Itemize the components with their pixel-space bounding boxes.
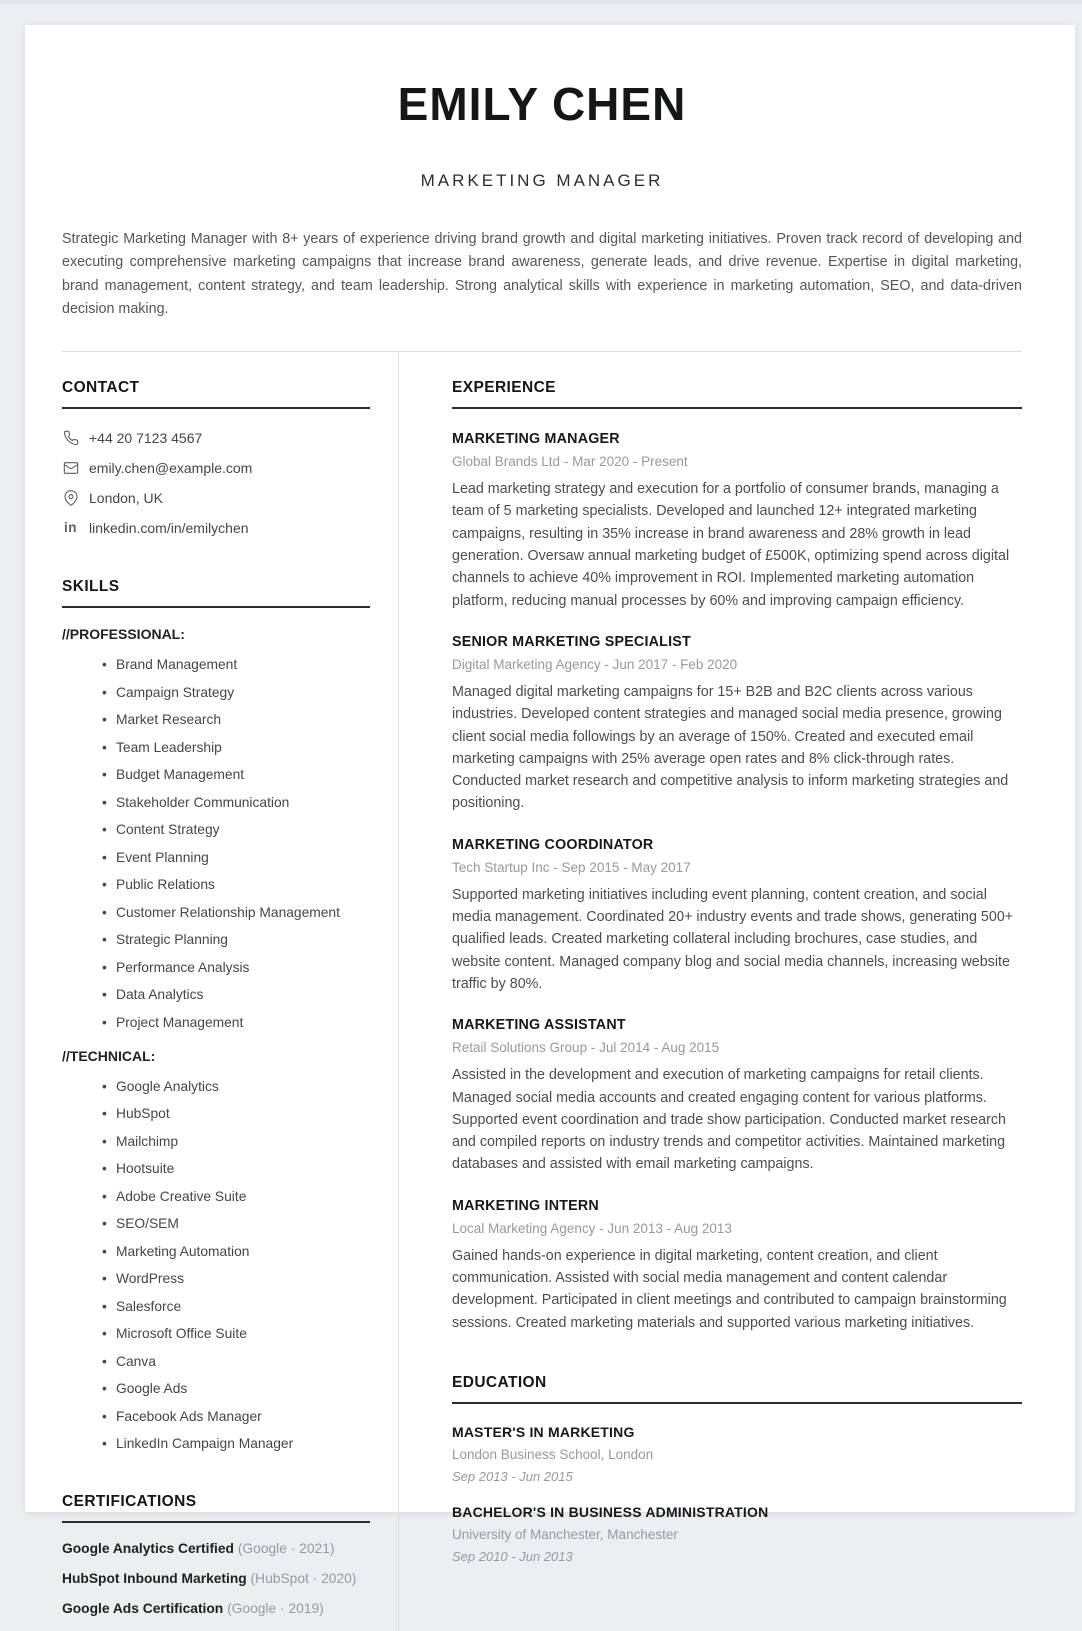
- candidate-name: EMILY CHEN: [397, 78, 687, 130]
- skill-item: • Content Strategy: [102, 822, 370, 837]
- skill-item: • Budget Management: [102, 767, 370, 782]
- skills-professional-label: //PROFESSIONAL:: [62, 626, 185, 643]
- contact-email-text: emily.chen@example.com: [89, 459, 253, 476]
- skill-item: • Marketing Automation: [102, 1244, 370, 1259]
- skill-item: • Market Research: [102, 712, 370, 727]
- certification-item: [62, 1601, 370, 1616]
- experience-entry: [452, 431, 1022, 612]
- contact-list: [62, 429, 370, 536]
- email-icon: [62, 459, 79, 476]
- skills-heading: SKILLS: [62, 578, 370, 608]
- job-role: MARKETING INTERN: [452, 1197, 599, 1214]
- experience-entry: [452, 1198, 1022, 1334]
- job-role: MARKETING MANAGER: [452, 431, 620, 448]
- job-description: Assisted in the development and execution of marketing campaigns for retail clients. Managed social media accounts and created engaging content for various platforms. Supported event coordination and trade show participation. Conducted market research and compiled reports on industry trends and competitor activities. Maintained marketing databases and assisted with email marketing campaigns.: [452, 1067, 1006, 1173]
- contact-item-location: [62, 489, 370, 506]
- education-school: University of Manchester, Manchester: [452, 1526, 678, 1542]
- skill-item: • LinkedIn Campaign Manager: [102, 1436, 370, 1451]
- education-school: London Business School, London: [452, 1446, 654, 1462]
- job-role: SENIOR MARKETING SPECIALIST: [452, 633, 691, 650]
- contact-linkedin-text: linkedin.com/in/emilychen: [89, 519, 249, 536]
- skill-item: • SEO/SEM: [102, 1216, 370, 1231]
- skill-item: • Microsoft Office Suite: [102, 1326, 370, 1341]
- skill-item: • Canva: [102, 1354, 370, 1369]
- education-heading: EDUCATION: [452, 1374, 1022, 1404]
- education-entry: [452, 1504, 1022, 1564]
- job-company-dates: Global Brands Ltd - Mar 2020 - Present: [452, 454, 688, 470]
- certification-name: Google Ads Certification: [62, 1601, 224, 1617]
- job-description: Supported marketing initiatives including event planning, content creation, and social media management. Coordinated 20+ industry events and trade shows, generating 500+ qualified leads. Created marketing collateral including brochures, case studies, and website content. Managed company blog and social media channels, increasing website traffic by 80%.: [452, 886, 1014, 992]
- skill-item: • Stakeholder Communication: [102, 795, 370, 810]
- certification-detail: (HubSpot · 2020): [250, 1571, 357, 1587]
- certifications-list: [62, 1541, 370, 1616]
- skill-item: • Facebook Ads Manager: [102, 1409, 370, 1424]
- experience-heading: EXPERIENCE: [452, 379, 1022, 409]
- education-dates: Sep 2013 - Jun 2015: [452, 1468, 573, 1484]
- skill-item: • Event Planning: [102, 850, 370, 865]
- education-entry: [452, 1424, 1022, 1484]
- certifications-heading: CERTIFICATIONS: [62, 1493, 370, 1523]
- job-description: Managed digital marketing campaigns for 15+ B2B and B2C clients across various industries. Developed content strategies and managed social media presence, growing client social media followings by an average of 150%. Created and executed email marketing campaigns with 25% average open rates and 8% click-through rates. Conducted market research and competitive analysis to inform marketing strategies and positioning.: [452, 683, 1009, 812]
- job-company-dates: Retail Solutions Group - Jul 2014 - Aug 2015: [452, 1040, 720, 1056]
- contact-item-linkedin: [62, 519, 370, 536]
- skills-professional-list: [62, 657, 370, 1030]
- job-role: MARKETING COORDINATOR: [452, 836, 654, 853]
- skill-item: • Data Analytics: [102, 987, 370, 1002]
- job-description: Gained hands-on experience in digital marketing, content creation, and client communication. Assisted with social media management and content calendar development. Participated in client meetings and contributed to campaign brainstorming sessions. Created marketing materials and supported various marketing initiatives.: [452, 1247, 1007, 1331]
- skill-item: • Salesforce: [102, 1299, 370, 1314]
- certification-detail: (Google · 2019): [227, 1601, 324, 1617]
- resume-body: [62, 352, 1022, 1631]
- professional-summary: Strategic Marketing Manager with 8+ years of experience driving brand growth and digital marketing initiatives. Proven track record of developing and executing comprehensive marketing campaigns that increase brand awareness, generate leads, and drive revenue. Expertise in digital marketing, brand management, content strategy, and team leadership. Strong analytical skills with experience in marketing automation, SEO, and data-driven decision making.: [62, 231, 1022, 317]
- skills-technical-label: //TECHNICAL:: [62, 1047, 156, 1064]
- job-role: MARKETING ASSISTANT: [452, 1017, 626, 1034]
- phone-icon: [62, 429, 79, 446]
- linkedin-icon: in: [64, 520, 77, 536]
- skill-item: • HubSpot: [102, 1106, 370, 1121]
- skill-item: • Team Leadership: [102, 740, 370, 755]
- contact-item-phone: [62, 429, 370, 446]
- certification-name: HubSpot Inbound Marketing: [62, 1571, 247, 1587]
- resume-page: [25, 25, 1075, 1617]
- contact-phone-text: +44 20 7123 4567: [89, 429, 203, 446]
- skill-item: • Hootsuite: [102, 1161, 370, 1176]
- certification-item: [62, 1541, 370, 1556]
- location-icon: [62, 489, 79, 506]
- job-description: Lead marketing strategy and execution for a portfolio of consumer brands, managing a team of 5 marketing specialists. Developed and launched 12+ integrated marketing campaigns, resulting in 35% increase in brand awareness and 28% growth in lead generation. Oversaw annual marketing budget of £500K, optimizing spend across digital channels to achieve 40% improvement in ROI. Implemented marketing automation platform, reducing manual processes by 60% and improving campaign efficiency.: [452, 481, 1010, 609]
- job-company-dates: Tech Startup Inc - Sep 2015 - May 2017: [452, 859, 691, 875]
- contact-location-text: London, UK: [89, 489, 163, 506]
- skill-item: • Strategic Planning: [102, 932, 370, 947]
- skill-item: • Google Analytics: [102, 1079, 370, 1094]
- candidate-title: MARKETING MANAGER: [420, 171, 664, 190]
- skill-item: • Public Relations: [102, 877, 370, 892]
- experience-entry: [452, 634, 1022, 815]
- job-company-dates: Digital Marketing Agency - Jun 2017 - Feb 2020: [452, 656, 738, 672]
- skill-item: • Adobe Creative Suite: [102, 1189, 370, 1204]
- skill-item: • Customer Relationship Management: [102, 905, 370, 920]
- education-degree: MASTER'S IN MARKETING: [452, 1423, 635, 1440]
- skill-item: • Campaign Strategy: [102, 685, 370, 700]
- certification-detail: (Google · 2021): [237, 1541, 335, 1557]
- education-dates: Sep 2010 - Jun 2013: [452, 1548, 573, 1564]
- contact-heading: CONTACT: [62, 379, 370, 409]
- skill-item: • Google Ads: [102, 1381, 370, 1396]
- skill-item: • Project Management: [102, 1015, 370, 1030]
- skills-technical-list: [62, 1079, 370, 1452]
- skill-item: • Mailchimp: [102, 1134, 370, 1149]
- job-company-dates: Local Marketing Agency - Jun 2013 - Aug 2013: [452, 1220, 732, 1236]
- skill-item: • WordPress: [102, 1271, 370, 1286]
- certification-item: [62, 1571, 370, 1586]
- experience-entry: [452, 837, 1022, 995]
- skill-item: • Brand Management: [102, 657, 370, 672]
- skill-item: • Performance Analysis: [102, 960, 370, 975]
- background-top-edge: [0, 0, 1082, 4]
- education-degree: BACHELOR'S IN BUSINESS ADMINISTRATION: [452, 1503, 769, 1520]
- experience-entry: [452, 1017, 1022, 1175]
- left-column: [62, 352, 399, 1631]
- right-column: [399, 352, 1022, 1631]
- contact-item-email: [62, 459, 370, 476]
- resume-header: [62, 77, 1022, 352]
- certification-name: Google Analytics Certified: [62, 1541, 234, 1557]
